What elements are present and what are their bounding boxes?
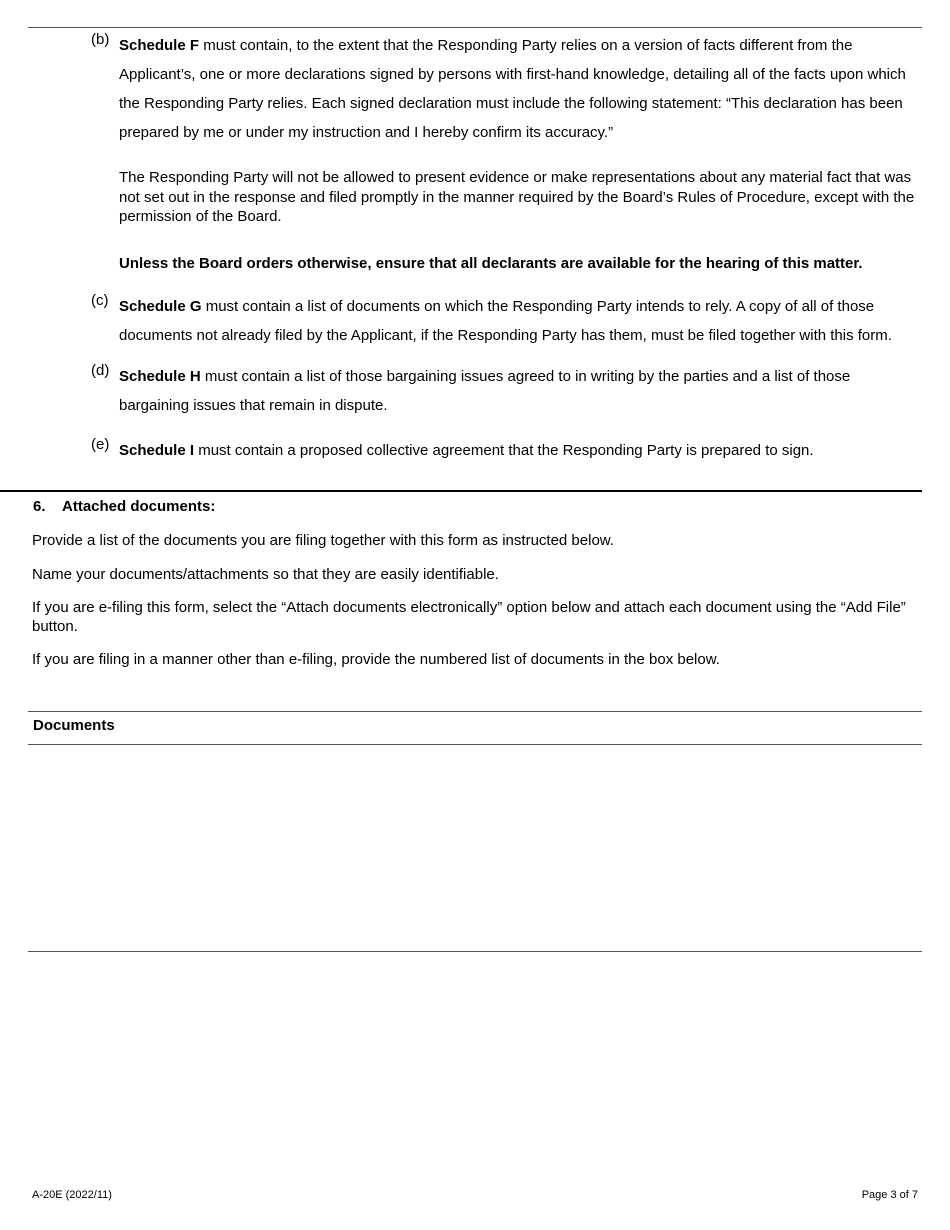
item-d-label: (d) [91, 362, 110, 379]
item-e-schedule: Schedule I [119, 442, 195, 459]
item-c-body [119, 292, 921, 350]
section-6-instruction-1: Provide a list of the documents you are filing together with this form as instructed below. [32, 532, 614, 549]
section-6-instruction-3: If you are e-filing this form, select the “Attach documents electronically” option below and attach each document using the “Add File” button. [32, 599, 906, 635]
section-6-divider [0, 490, 922, 492]
item-e-text: must contain a proposed collective agreement that the Responding Party is prepared to sign. [194, 442, 814, 459]
item-d-text: must contain a list of those bargaining issues agreed to in writing by the parties and a list of those bargaining issues that remain in dispute. [119, 368, 851, 414]
item-d [91, 362, 921, 420]
item-b-body [119, 31, 921, 147]
item-c-label: (c) [91, 292, 109, 309]
section-6-number: 6. [33, 498, 46, 515]
form-id: A-20E (2022/11) [32, 1189, 112, 1201]
item-e [91, 436, 921, 465]
item-b-text: must contain, to the extent that the Responding Party relies on a version of facts different from the Applicant’s, one or more declarations signed by persons with first-hand knowledge, detailing all of the facts upon which the Responding Party relies. Each signed declaration must include the following statement: “This declaration has been prepared by me or under my instruction and I hereby confirm its accuracy.” [119, 37, 906, 141]
item-b-schedule: Schedule F [119, 37, 200, 54]
documents-bottom-rule [28, 951, 922, 952]
documents-top-rule [28, 711, 922, 712]
documents-input-area[interactable] [28, 746, 922, 951]
item-b [91, 31, 921, 147]
item-b-para-evidence: The Responding Party will not be allowed to present evidence or make representations about any material fact that was not set out in the response and filed promptly in the manner required by the Board’s Rules of Procedure, except with the permission of the Board. [119, 169, 915, 225]
item-e-body [119, 436, 921, 465]
section-6-title: Attached documents: [62, 498, 216, 515]
item-c-schedule: Schedule G [119, 298, 202, 315]
documents-header-rule [28, 744, 922, 745]
item-e-label: (e) [91, 436, 110, 453]
item-b-label: (b) [91, 31, 110, 48]
page-number: Page 3 of 7 [861, 1189, 918, 1201]
documents-label: Documents [33, 717, 115, 734]
item-d-body [119, 362, 921, 420]
top-divider [28, 27, 922, 28]
item-c-text: must contain a list of documents on which the Responding Party intends to rely. A copy of all of those documents not already filed by the Applicant, if the Responding Party has them, must be filed together with this form. [119, 298, 892, 344]
section-6-heading [33, 498, 215, 515]
item-c [91, 292, 921, 350]
section-6-instruction-4: If you are filing in a manner other than e-filing, provide the numbered list of documents in the box below. [32, 651, 720, 668]
item-b-para-declarants: Unless the Board orders otherwise, ensure that all declarants are available for the hearing of this matter. [119, 255, 863, 272]
section-6-instruction-2: Name your documents/attachments so that they are easily identifiable. [32, 566, 499, 583]
item-d-schedule: Schedule H [119, 368, 201, 385]
